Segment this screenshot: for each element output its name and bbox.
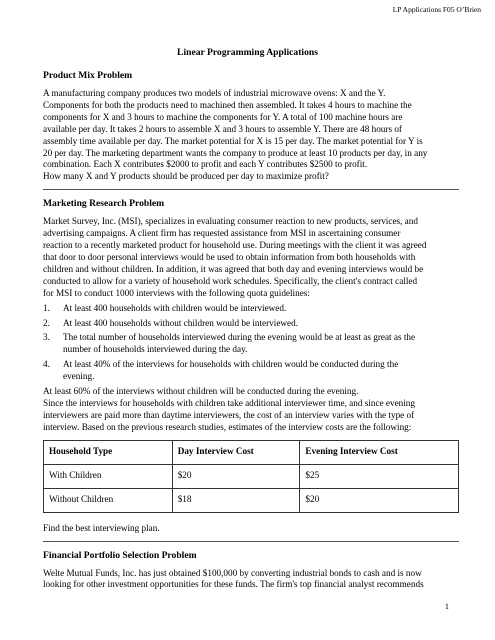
section-divider: [43, 541, 459, 542]
product-mix-heading: Product Mix Problem: [43, 70, 133, 81]
financial-portfolio-section: [43, 550, 459, 592]
text-line: that door to door personal interviews would be used to obtain information from both households with: [43, 251, 416, 262]
text-line: reaction to a recently marketed product for household use. During meetings with the client it was agreed: [43, 240, 427, 251]
table-cell: $25: [300, 464, 459, 488]
marketing-research-intro: [43, 216, 459, 299]
list-text: [63, 303, 459, 315]
text-line: conducted to allow for a variety of household work schedules. Specifically, the client's contract called: [43, 275, 418, 286]
text-line: evening.: [63, 371, 95, 382]
text-line: available per day. It takes 2 hours to assemble X and 3 hours to assemble Y. There are 48 hours of: [43, 123, 402, 134]
text-line: for MSI to conduct 1000 interviews with the following quota guidelines:: [43, 287, 310, 298]
text-line: At least 60% of the interviews without children will be conducted during the evening.: [43, 386, 359, 397]
quota-guidelines-list: [43, 303, 459, 383]
interview-cost-table: [43, 440, 459, 513]
section-divider: [43, 189, 459, 190]
table-cell: $20: [172, 464, 300, 488]
table-header-row: [44, 440, 459, 464]
table-row: [44, 464, 459, 488]
marketing-research-section: [43, 198, 459, 534]
marketing-research-question: Find the best interviewing plan.: [43, 522, 160, 533]
page-number: 1: [444, 601, 449, 611]
text-line: At least 400 households without children would be interviewed.: [63, 317, 299, 328]
financial-portfolio-paragraph: [43, 568, 459, 592]
product-mix-paragraph: [43, 88, 459, 183]
table-cell: With Children: [44, 464, 173, 488]
column-header: Day Interview Cost: [172, 440, 300, 464]
text-line: At least 400 households with children would be interviewed.: [63, 302, 287, 313]
text-line: 20 per day. The marketing department wants the company to produce at least 10 products per day, in any: [43, 147, 428, 158]
list-number: 4.: [43, 359, 50, 370]
text-line: Welte Mutual Funds, Inc. has just obtained $100,000 by converting industrial bonds to cash and is now: [43, 567, 422, 578]
table-cell: Without Children: [44, 488, 173, 512]
text-line: How many X and Y products should be produced per day to maximize profit?: [43, 171, 329, 182]
text-line: The total number of households interviewed during the evening would be at least as great as the: [63, 332, 416, 343]
text-line: looking for other investment opportunities for these funds. The firm's top financial analyst recommends: [43, 579, 424, 590]
text-line: Since the interviews for households with children take additional interviewer time, and since evening: [43, 397, 415, 408]
text-line: Components for both the products need to machined then assembled. It takes 4 hours to machine the: [43, 99, 412, 110]
running-header: LP Applications F05 O’Brien: [392, 5, 481, 14]
list-item: [43, 318, 459, 330]
list-number: 3.: [43, 332, 50, 343]
text-line: interview. Based on the previous research studies, estimates of the interview costs are the following:: [43, 421, 412, 432]
marketing-research-heading: Marketing Research Problem: [43, 198, 165, 210]
table-cell: $18: [172, 488, 300, 512]
marketing-research-details: [43, 386, 459, 434]
document-title: Linear Programming Applications: [177, 47, 318, 58]
list-text: [63, 332, 459, 356]
text-line: combination. Each X contributes $2000 to profit and each Y contributes $2500 to profit.: [43, 159, 368, 170]
financial-portfolio-heading: Financial Portfolio Selection Problem: [43, 549, 197, 561]
text-line: number of households interviewed during the day.: [63, 344, 248, 355]
list-item: [43, 359, 459, 383]
text-line: At least 40% of the interviews for households with children would be conducted during the: [63, 359, 399, 370]
text-line: components for X and 3 hours to machine the components for Y. A total of 100 machine hours are: [43, 111, 403, 122]
text-line: Market Survey, Inc. (MSI), specializes in evaluating consumer reaction to new products, services, and: [43, 216, 418, 227]
list-item: [43, 303, 459, 315]
list-item: [43, 332, 459, 356]
table-row: [44, 488, 459, 512]
document-body: [43, 70, 459, 591]
list-text: [63, 318, 459, 330]
text-line: assembly time available per day. The market potential for X is 15 per day. The market potential for Y is: [43, 135, 423, 146]
list-number: 2.: [43, 317, 50, 328]
list-number: 1.: [43, 302, 50, 313]
list-text: [63, 359, 459, 383]
text-line: interviewers are paid more than daytime interviewers, the cost of an interview varies with the type of: [43, 409, 415, 420]
column-header: Household Type: [44, 440, 173, 464]
text-line: advertising campaigns. A client firm has requested assistance from MSI in ascertaining consumer: [43, 228, 401, 239]
text-line: A manufacturing company produces two models of industrial microwave ovens: X and the Y.: [43, 88, 386, 98]
text-line: children and without children. In addition, it was agreed that both day and evening interviews would be: [43, 263, 424, 274]
table-cell: $20: [300, 488, 459, 512]
column-header: Evening Interview Cost: [300, 440, 459, 464]
product-mix-section: [43, 70, 459, 183]
